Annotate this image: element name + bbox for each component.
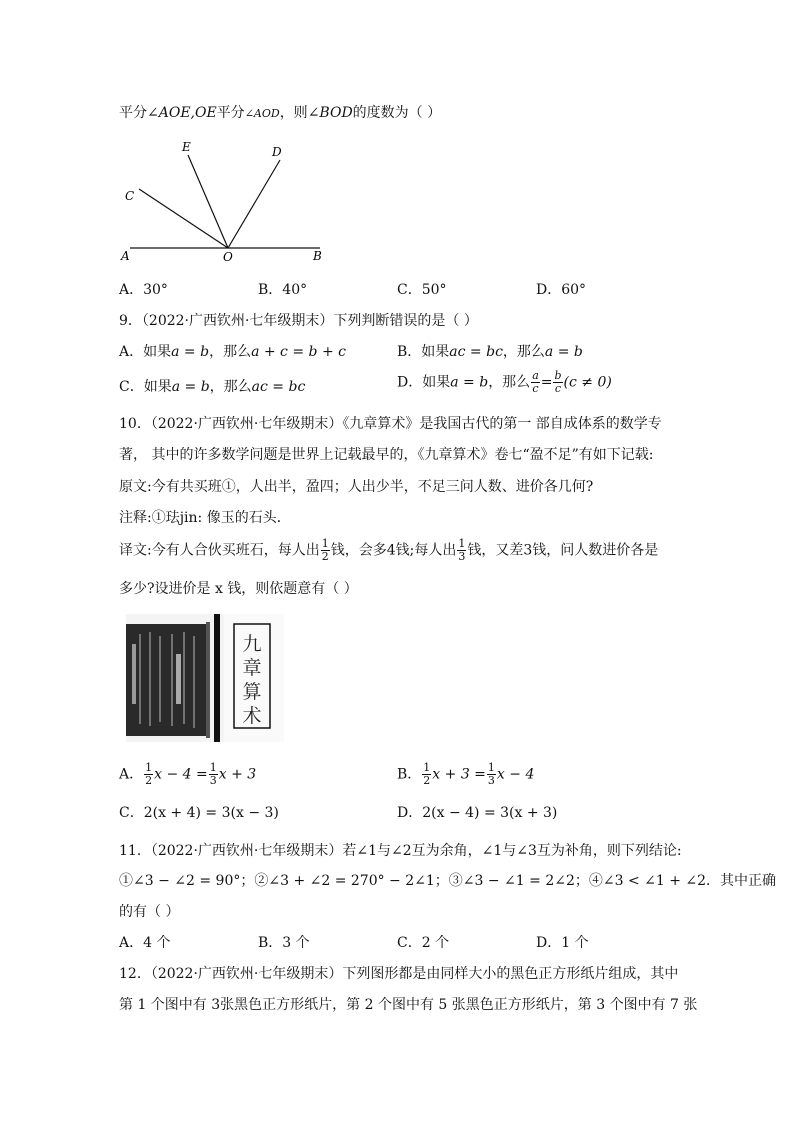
fraction-a-over-c: $\frac{a}{c}$ [532,369,539,395]
jiuzhang-suanshu-book-image [126,614,284,742]
ray-od [228,160,280,248]
q11-option-d: D．1 个 [536,935,589,951]
q8-stem [119,103,441,124]
q8-stem-text: 的度数为（ ） [352,105,442,121]
q11-line-3: 的有（ ） [119,904,180,920]
q8-stem-text: 平分 [216,105,245,121]
q9-option-a: A．如果a = b，那么a + c = b + c [119,344,346,360]
label-c: C [125,189,135,203]
label-d: D [272,145,282,159]
q10-line-3: 原文:今有共买班①，人出半，盈四；人出少半，不足三问人数、进价各几何? [119,479,594,495]
q9-option-b: B．如果ac = bc，那么a = b [397,344,583,360]
q10-option-a: A． $\frac{1}{2}$ x − 4 = $\frac{1}{3}$ x + 3 [119,761,257,787]
q8-option-c: C．50° [397,282,447,298]
q9-stem: 9．（2022·广西钦州·七年级期末）下列判断错误的是（ ） [119,313,478,329]
fraction-one-third: $\frac{1}{3}$ [458,537,466,563]
svg-text:章: 章 [242,657,262,679]
q8-option-a: A．30° [119,282,168,298]
q12-line-1: 12．（2022·广西钦州·七年级期末）下列图形都是由同样大小的黑色正方形纸片组成，其中 [119,966,679,982]
q8-angle-bod: ∠BOD [307,105,353,121]
q8-option-d: D．60° [536,282,587,298]
q10-line-2: 著， 其中的许多数学问题是世界上记载最早的，《九章算术》卷七“盈不足”有如下记载: [119,447,654,463]
q10-note: 注释:①珐jin: 像玉的石头． [119,510,291,526]
q9-option-c: C．如果a = b，那么ac = bc [119,379,306,395]
fraction-one-half: $\frac{1}{2}$ [321,537,329,563]
svg-text:术: 术 [242,705,262,727]
q10-option-d: D．2(x − 4) = 3(x + 3) [397,805,558,821]
q12-line-2: 第 1 个图中有 3张黑色正方形纸片，第 2 个图中有 5 张黑色正方形纸片，第 3 个图中有 7 张 [119,997,698,1013]
q9-option-d: D．如果a = b，那么 $\frac{a}{c}$ = $\frac{b}{c}$ (c ≠ 0) [397,369,612,395]
q11-option-a: A．4 个 [119,935,171,951]
label-b: B [313,249,322,263]
q8-stem-text: 平分 [119,105,147,121]
q8-stem-text: ，则 [279,105,308,121]
q10-option-b: B． $\frac{1}{2}$ x + 3 = $\frac{1}{3}$ x − 4 [397,761,535,787]
q10-line-6: 多少?设进价是 x 钱，则依题意有（ ） [119,581,358,597]
fraction-b-over-c: $\frac{b}{c}$ [554,369,562,395]
svg-text:算: 算 [242,681,262,703]
q10-option-c: C．2(x + 4) = 3(x − 3) [119,805,279,821]
q11-option-b: B．3 个 [258,935,310,951]
q8-option-b: B．40° [258,282,308,298]
q8-angle-aod: ∠AOD [244,107,280,120]
book-title-char: 九 [242,633,262,655]
q10-translation: 译文:今有人合伙买班石，每人出 $\frac{1}{2}$ 钱，会多4钱;每人出 $\frac{1}{3}$ 钱，又差3钱，问人数进价各是 [119,537,659,563]
q11-line-2: ①∠3 − ∠2 = 90°；②∠3 + ∠2 = 270° − 2∠1；③∠3 − ∠1 = 2∠2；④∠3 < ∠1 + ∠2．其中正确 [119,873,777,889]
q11-option-c: C．2 个 [397,935,450,951]
label-e: E [182,140,191,154]
label-a: A [121,249,130,263]
q11-line-1: 11．（2022·广西钦州·七年级期末）若∠1与∠2互为余角，∠1与∠3互为补角，则下列结论: [119,843,682,859]
label-o: O [223,250,233,264]
q10-line-1: 10．（2022·广西钦州·七年级期末）《九章算术》是我国古代的第一 部自成体系的数学专 [119,416,662,432]
q8-angle-aoe: ∠AOE,OE [147,105,217,121]
q8-angle-diagram [115,138,335,268]
ray-oc [139,189,228,248]
